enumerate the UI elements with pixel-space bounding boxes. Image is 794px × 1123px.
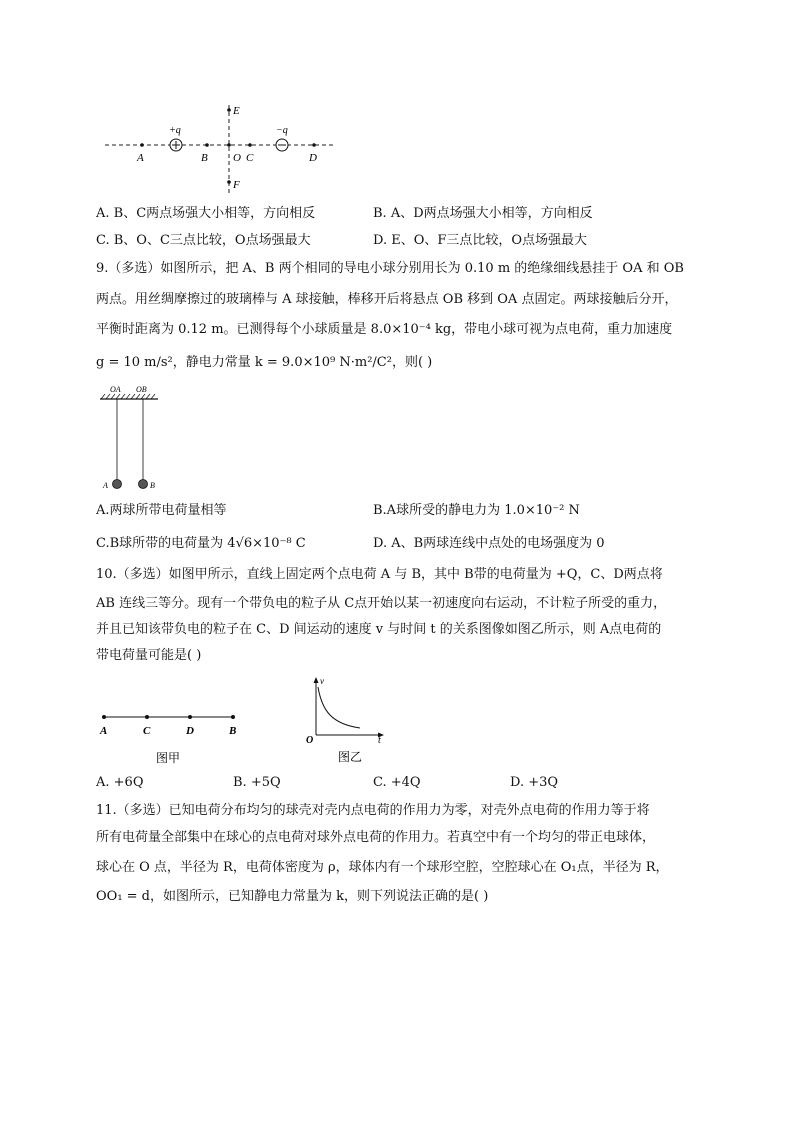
label-o: O: [306, 735, 314, 746]
q8-figure: [100, 100, 340, 195]
q8-option-a: A. B、C两点场强大小相等，方向相反: [96, 206, 316, 221]
label-D: D: [309, 152, 317, 164]
q9-option-b: B.A球所受的静电力为 1.0×10⁻² N: [373, 503, 580, 518]
label-F: F: [233, 179, 240, 191]
label-A: A: [100, 725, 108, 737]
point-B-dot: [231, 715, 235, 719]
ball-a: [113, 480, 122, 489]
point-C-dot: [248, 143, 252, 147]
point-E-dot: [227, 108, 231, 112]
label-B: B: [201, 152, 208, 164]
q10-stem-line-4: 带电荷量可能是( ): [96, 648, 202, 663]
q8-option-d: D. E、O、F三点比较，O点场强最大: [373, 233, 588, 248]
q9-option-c: C.B球所带的电荷量为 4√6×10⁻⁸ C: [96, 536, 306, 551]
q10-figure-yi: [302, 675, 392, 770]
ball-b: [139, 480, 148, 489]
point-A-dot: [140, 143, 144, 147]
point-F-dot: [227, 180, 231, 184]
q11-stem-line-1: 11.（多选）已知电荷分布均匀的球壳对壳内点电荷的作用力为零，对壳外点电荷的作用力等于将: [96, 803, 650, 818]
q9-stem-line-1: 9.（多选）如图所示，把 A、B 两个相同的导电小球分别用长为 0.10 m 的绝缘细线悬挂于 OA 和 OB: [96, 261, 684, 276]
v-t-curve: [318, 687, 360, 728]
point-B-dot: [205, 143, 209, 147]
label-OB: OB: [136, 385, 147, 394]
q8-option-c: C. B、O、C三点比较，O点场强最大: [96, 233, 311, 248]
label-O: O: [233, 152, 241, 164]
q9-option-d: D. A、B两球连线中点处的电场强度为 0: [373, 536, 605, 551]
caption-yi: 图乙: [338, 750, 363, 764]
label-v: v: [320, 676, 324, 686]
q8-option-b: B. A、D两点场强大小相等，方向相反: [373, 206, 593, 221]
q9-option-a: A.两球所带电荷量相等: [96, 503, 227, 518]
q11-stem-line-3: 球心在 O 点，半径为 R，电荷体密度为 ρ，球体内有一个球形空腔，空腔球心在 O₁点，半径为 R，: [96, 860, 669, 875]
point-A-dot: [102, 715, 106, 719]
point-D-dot: [188, 715, 192, 719]
q11-stem-line-4: OO₁ = d，如图所示，已知静电力常量为 k，则下列说法正确的是( ): [96, 889, 489, 904]
q10-stem-line-1: 10.（多选）如图甲所示，直线上固定两个点电荷 A 与 B，其中 B带的电荷量为 +Q，C、D两点将: [96, 567, 663, 582]
label-B: B: [229, 725, 237, 737]
q9-stem-line-3: 平衡时距离为 0.12 m。已测得每个小球质量是 8.0×10⁻⁴ kg，带电小球可视为点电荷，重力加速度: [96, 322, 673, 337]
label-E: E: [233, 105, 240, 117]
v-axis-arrow: [314, 677, 319, 683]
label-C: C: [246, 152, 254, 164]
label-plus-q: +q: [169, 125, 181, 136]
label-A: A: [137, 152, 144, 164]
q10-figure-jia: [96, 705, 246, 770]
caption-jia: 图甲: [156, 751, 181, 765]
point-O-dot: [227, 143, 231, 147]
label-ball-a: A: [103, 481, 108, 490]
point-D-dot: [312, 143, 316, 147]
q11-stem-line-2: 所有电荷量全部集中在球心的点电荷对球外点电荷的作用力。若真空中有一个均匀的带正电球体，: [96, 830, 656, 845]
label-D: D: [186, 725, 194, 737]
point-C-dot: [145, 715, 149, 719]
q10-stem-line-3: 并且已知该带负电的粒子在 C、D 间运动的速度 v 与时间 t 的关系图像如图乙所示，则 A点电荷的: [96, 622, 662, 637]
q10-option-d: D. +3Q: [510, 775, 559, 790]
q9-stem-line-2: 两点。用丝绸摩擦过的玻璃棒与 A 球接触，棒移开后将悬点 OB 移到 OA 点固定。两球接触后分开，: [96, 292, 678, 307]
q9-stem-line-4: g = 10 m/s²，静电力常量 k = 9.0×10⁹ N·m²/C²，则( ): [96, 355, 433, 370]
label-OA: OA: [110, 385, 121, 394]
label-ball-b: B: [150, 481, 155, 490]
label-C: C: [143, 725, 151, 737]
label-t: t: [378, 735, 381, 746]
q10-stem-line-2: AB 连线三等分。现有一个带负电的粒子从 C点开始以某一初速度向右运动，不计粒子所受的重力，: [96, 596, 667, 611]
q9-figure: [95, 382, 165, 494]
ceiling-hatching: [101, 394, 155, 399]
label-minus-q: −q: [276, 125, 288, 136]
q10-option-c: C. +4Q: [373, 775, 421, 790]
q10-option-b: B. +5Q: [233, 775, 281, 790]
q10-option-a: A. +6Q: [96, 775, 144, 790]
